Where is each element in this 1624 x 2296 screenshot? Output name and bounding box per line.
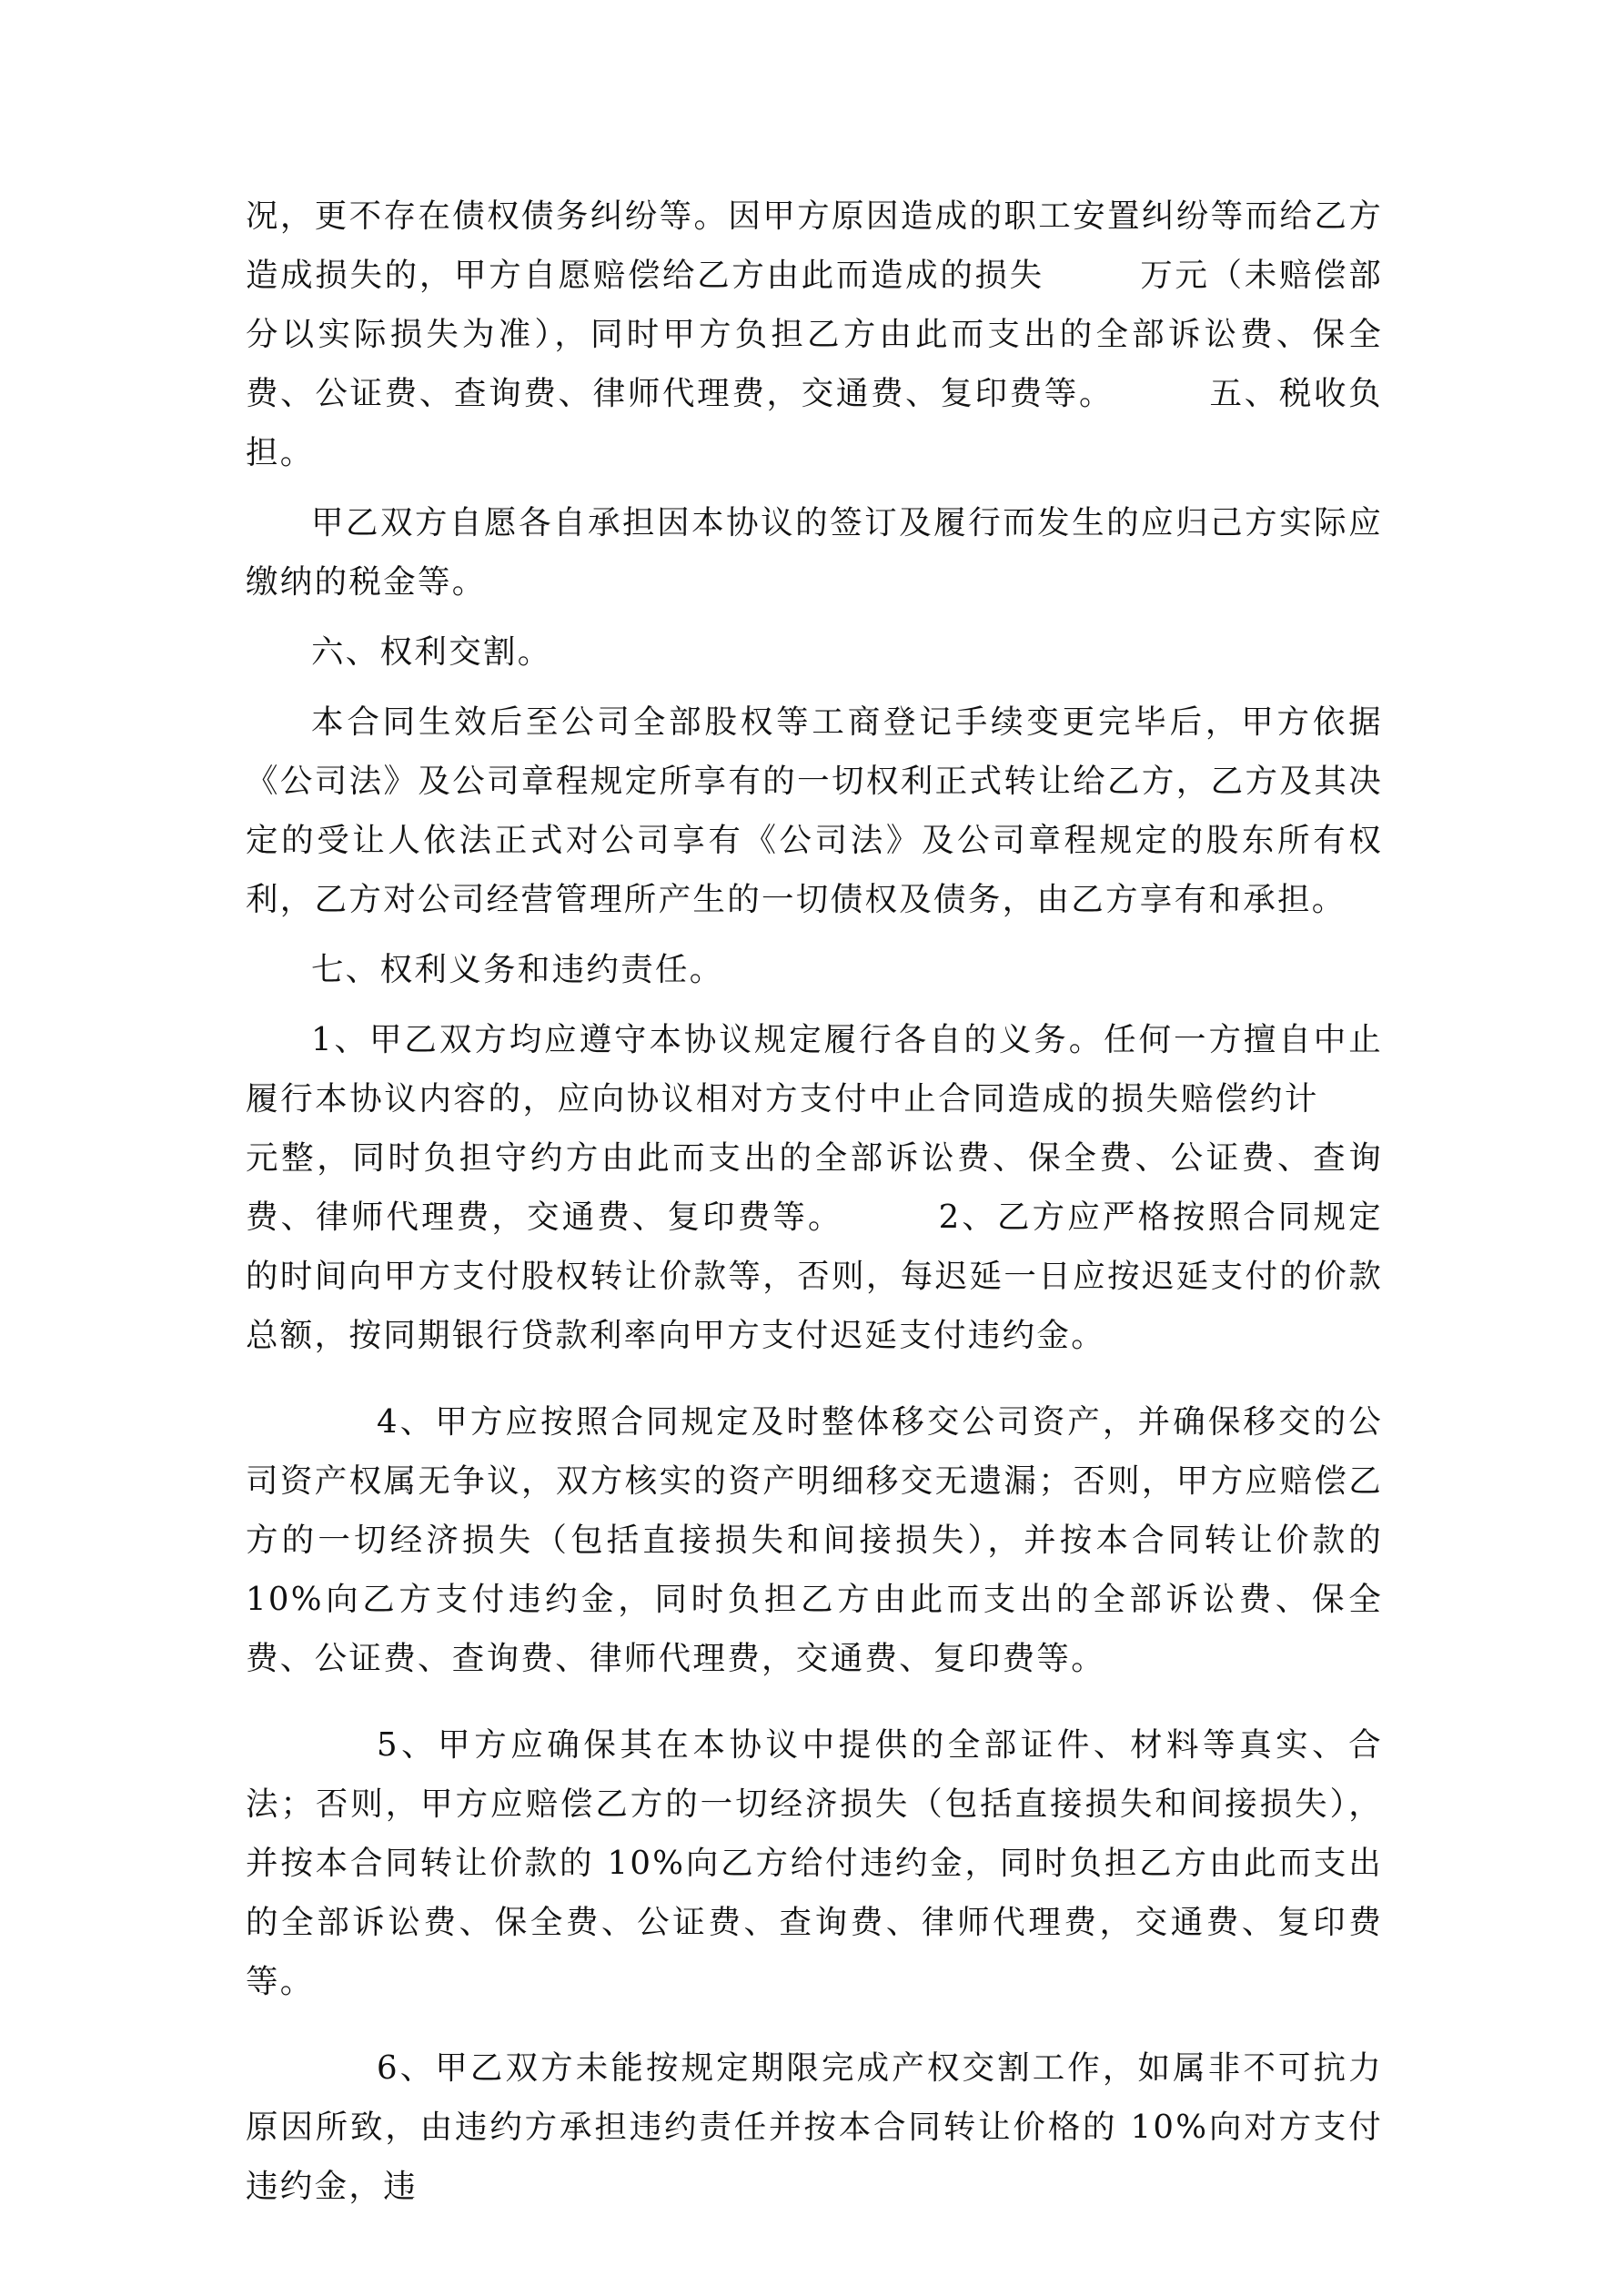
section-heading-tax: 五、税收负担。 [246, 375, 1383, 471]
paragraph-compensation-continued [246, 187, 1383, 482]
paragraph-clause-4: 4、甲方应按照合同规定及时整体移交公司资产，并确保移交的公司资产权属无争议，双方核实的资产明细移交无遗漏；否则，甲方应赔偿乙方的一切经济损失（包括直接损失和间接损失），并按本合同转让价款的 10%向乙方支付违约金，同时负担乙方由此而支出的全部诉讼费、保全费、公证费、查询费、律师代理费，交通费、复印费等。 [246, 1403, 1383, 1677]
paragraph-text: 万元（未赔偿部分以实际损失为准），同时甲方负担乙方由此而支出的全部诉讼费、保全费、公证费、查询费、律师代理费，交通费、复印费等。 [246, 257, 1383, 412]
paragraph-clause-1-2 [246, 1010, 1383, 1365]
paragraph-clause-6: 6、甲乙双方未能按规定期限完成产权交割工作，如属非不可抗力原因所致，由违约方承担违约责任并按本合同转让价格的 10%向对方支付违约金，违 [246, 2049, 1383, 2205]
section-heading-obligations: 七、权利义务和违约责任。 [311, 951, 724, 988]
paragraph-text: 元整，同时负担守约方由此而支出的全部诉讼费、保全费、公证费、查询费、律师代理费，交通费、复印费等。 [246, 1139, 1383, 1236]
paragraph-clause-5: 5、甲方应确保其在本协议中提供的全部证件、材料等真实、合法；否则，甲方应赔偿乙方的一切经济损失（包括直接损失和间接损失），并按本合同转让价款的 10%向乙方给付违约金，同时负担乙方由此而支出的全部诉讼费、保全费、公证费、查询费、律师代理费，交通费、复印费等。 [246, 1726, 1383, 2000]
paragraph-text: 1、甲乙双方均应遵守本协议规定履行各自的义务。任何一方擅自中止履行本协议内容的，应向协议相对方支付中止合同造成的损失赔偿约计 [246, 1021, 1383, 1118]
section-heading-rights-transfer: 六、权利交割。 [311, 633, 552, 671]
paragraph-text: 2、乙方应严格按照合同规定的时间向甲方支付股权转让价款等，否则，每迟延一日应按迟延支付的价款总额，按同期银行贷款利率向甲方支付迟延支付违约金。 [246, 1199, 1383, 1354]
paragraph-text: 况，更不存在债权债务纠纷等。因甲方原因造成的职工安置纠纷等而给乙方造成损失的，甲方自愿赔偿给乙方由此而造成的损失 [246, 197, 1383, 294]
document-body [246, 187, 1383, 2216]
paragraph-tax: 甲乙双方自愿各自承担因本协议的签订及履行而发生的应归己方实际应缴纳的税金等。 [246, 504, 1383, 601]
paragraph-rights-transfer: 本合同生效后至公司全部股权等工商登记手续变更完毕后，甲方依据《公司法》及公司章程规定所享有的一切权利正式转让给乙方，乙方及其决定的受让人依法正式对公司享有《公司法》及公司章程规定的股东所有权利，乙方对公司经营管理所产生的一切债权及债务，由乙方享有和承担。 [246, 703, 1383, 918]
